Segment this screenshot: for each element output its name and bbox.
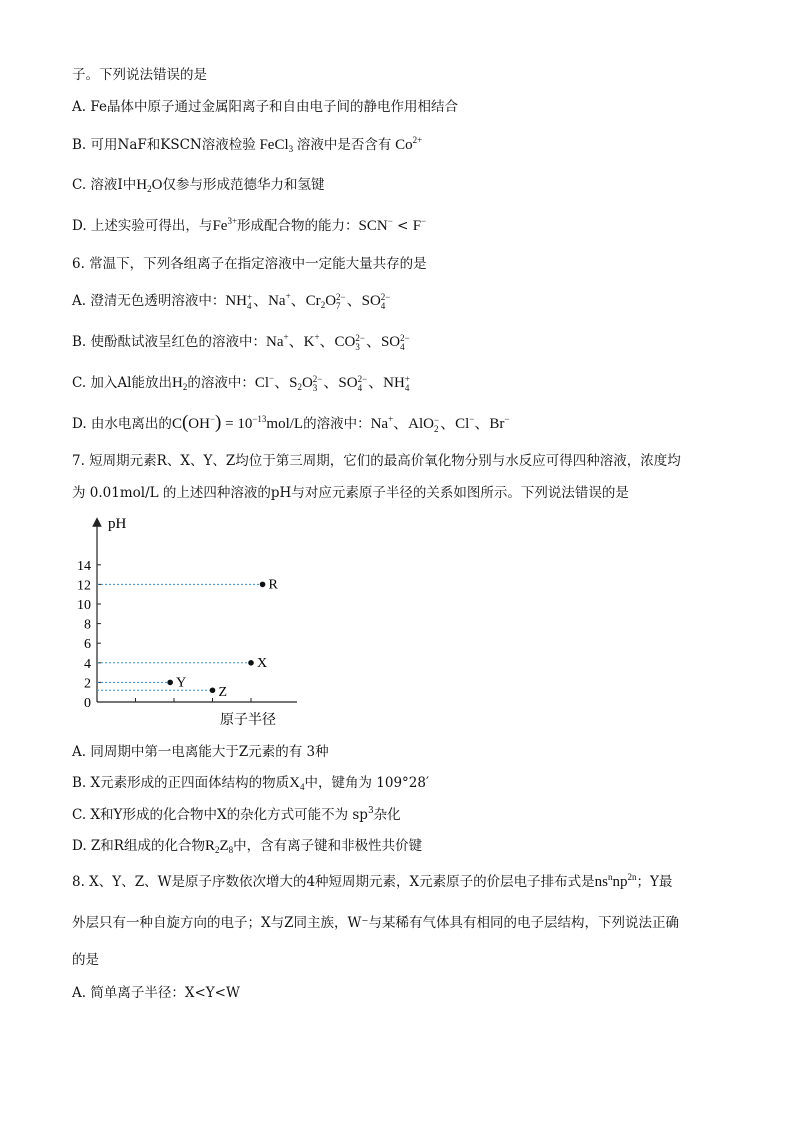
point-label-z: Z (218, 685, 228, 701)
q5-option-b: B. 可用NaF和KSCN溶液检验 FeCl$_3$ 溶液中是否含有 $Co^{2+}$ (72, 135, 423, 154)
y-tick-label: 6 (84, 637, 91, 653)
q8-stem-line2: 外层只有一种自旋方向的电子；X与Z同主族，W⁻与某稀有气体具有相同的电子层结构，下列说法正确 (72, 915, 679, 931)
point-label-y: Y (176, 675, 187, 691)
q6-option-b: B. 使酚酞试液呈红色的溶液中：Na+、K+、CO 2− 3 、SO 2− 4 (72, 332, 410, 352)
q5-option-c: C. 溶液Ⅰ中$H_2O$仅参与形成范德华力和氢键 (72, 177, 325, 194)
q6-option-c: C. 加入Al能放出$H_2$的溶液中：Cl−、$S_2O$ 2− 3 、SO 2− 4 、NH + 4 (72, 373, 410, 393)
point-x (248, 660, 254, 666)
y-tick-label: 2 (84, 676, 91, 692)
q7-option-a: A. 同周期中第一电离能大于Z元素的有 3种 (72, 744, 329, 760)
point-label-r: R (268, 577, 278, 593)
q7-option-b: B. X元素形成的正四面体结构的物质$X_4$中，键角为 109°28′ (72, 775, 430, 792)
q7-stem-line1: 7. 短周期元素R、X、Y、Z均位于第三周期，它们的最高价氧化物分别与水反应可得四种溶液，浓度均 (72, 453, 681, 469)
q8-stem-line3: 的是 (72, 952, 99, 968)
y-tick-label: 4 (84, 656, 91, 672)
q7-option-d: D. Z和R组成的化合物$R_2Z_8$中，含有离子键和非极性共价键 (72, 838, 423, 855)
q5-tail: 子。下列说法错误的是 (72, 67, 207, 83)
q8-option-a: A. 简单离子半径：X<Y<W (72, 985, 240, 1001)
q5-option-d: D. 上述实验可得出，与$Fe^{3+}$形成配合物的能力：SCN− < F− (72, 216, 427, 234)
q7-option-c: C. X和Y形成的化合物中X的杂化方式可能不为 $sp^3$杂化 (72, 806, 401, 823)
y-tick-label: 0 (84, 696, 91, 711)
y-tick-label: 10 (77, 598, 91, 613)
q8-stem-line1: 8. X、Y、Z、W是原子序数依次增大的4种短周期元素，X元素原子的价层电子排布式是$ns^nnp^{2n}$；Y最 (72, 872, 673, 890)
q6-stem: 6. 常温下，下列各组离子在指定溶液中一定能大量共存的是 (72, 256, 427, 272)
point-z (210, 687, 216, 693)
point-label-x: X (257, 655, 268, 671)
ph-radius-chart (60, 510, 360, 730)
y-tick-label: 12 (77, 578, 91, 594)
y-tick-label: 14 (77, 558, 91, 574)
q6-option-a: A. 澄清无色透明溶液中：NH + 4 、Na+、$Cr_2O$ 2− 7 、SO 2− 4 (72, 291, 391, 311)
x-axis-label: 原子半径 (220, 713, 276, 728)
y-tick-label: 8 (84, 617, 91, 633)
q5-option-a: A. Fe晶体中原子通过金属阳离子和自由电子间的静电作用相结合 (72, 99, 458, 115)
y-axis-label: pH (108, 516, 127, 532)
point-y (167, 680, 173, 686)
q7-stem-line2: 为 0.01mol/L 的上述四种溶液的pH与对应元素原子半径的关系如图所示。下列说法错误的是 (72, 485, 629, 501)
q6-option-d: D. 由水电离出的$C(OH^-) = 10^{-13}mol/L$的溶液中：Na+、AlO − 2 、Cl−、Br− (72, 412, 510, 434)
point-r (260, 582, 266, 588)
